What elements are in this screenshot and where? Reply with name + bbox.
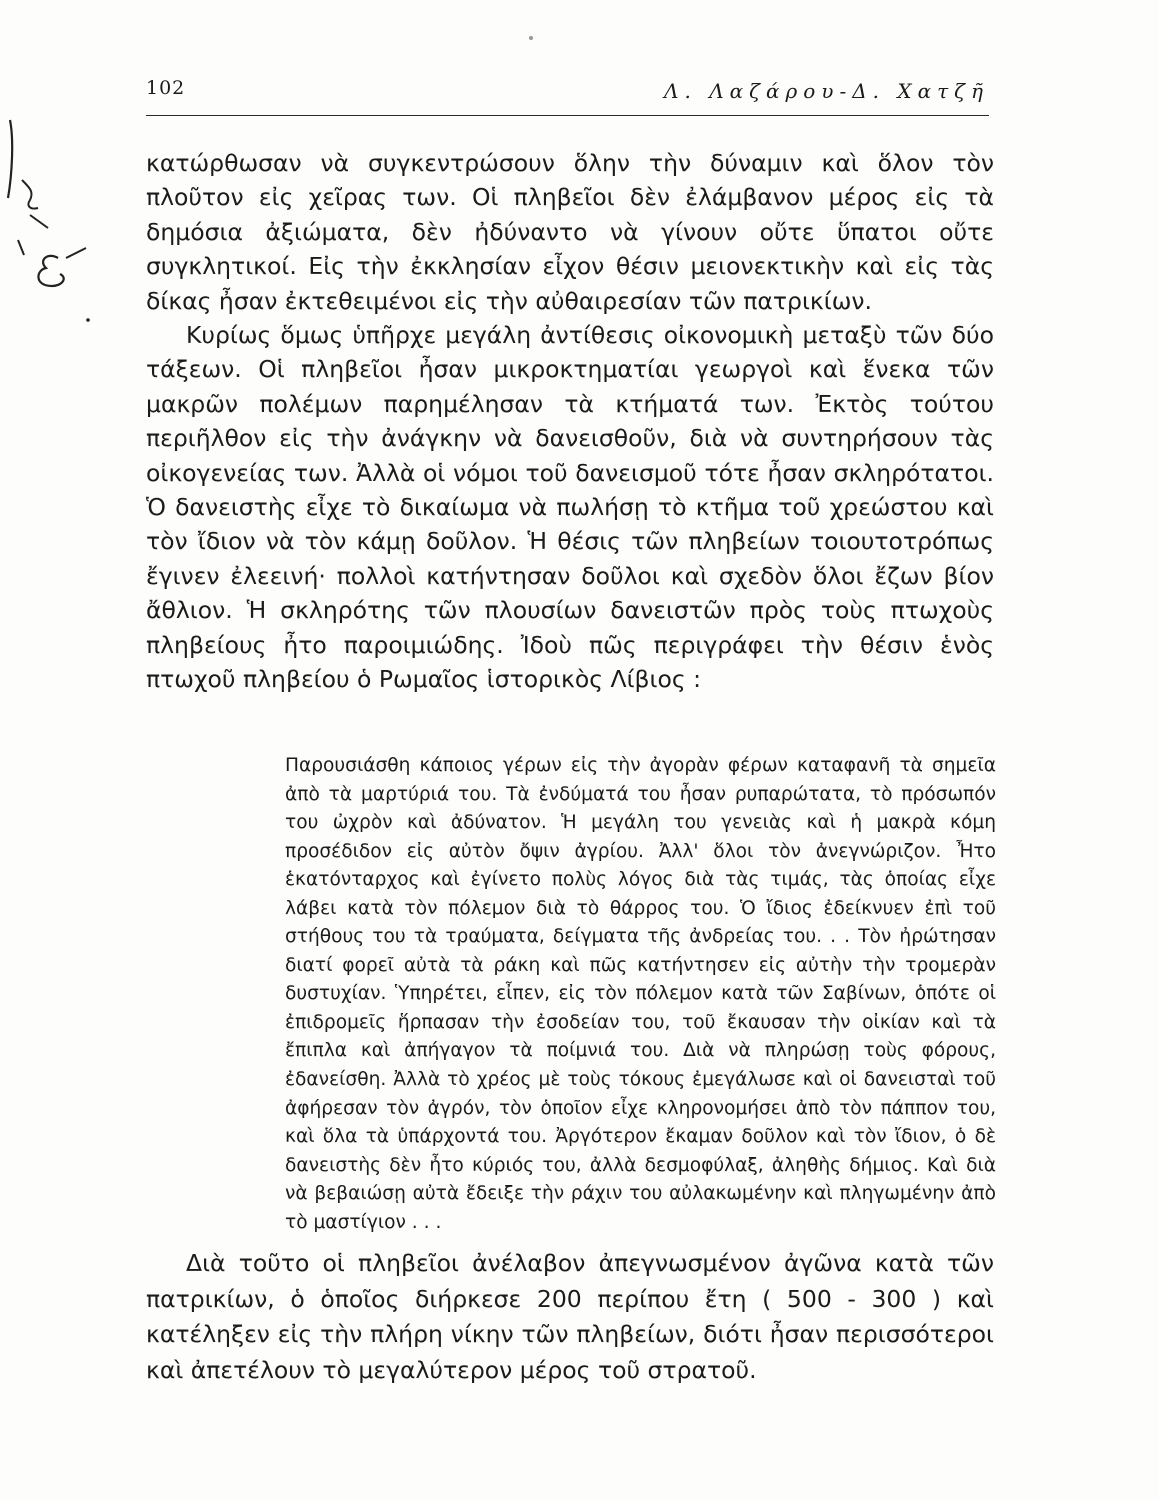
closing-paragraph [146,1246,994,1388]
quote-text: Παρουσιάσθη κάποιος γέρων εἰς τὴν ἀγορὰν φέρων καταφανῆ τὰ σημεῖα ἀπὸ τὰ μαρτύριά του. Τὰ ἐνδύματά του ἦσαν ρυπαρώτατα, τὸ πρόσωπόν του ὠχρὸν καὶ ἀδύνατον. Ἡ μεγάλη του γενειὰς καὶ ἡ μακρὰ κόμη προσέδιδον εἰς αὐτὸν ὄψιν ἀγρίου. Ἀλλ' ὅλοι τὸν ἀνεγνώριζον. Ἦτο ἑκατόνταρχος καὶ ἐγίνετο πολὺς λόγος διὰ τὰς τιμάς, τὰς ὁποίας εἶχε λάβει κατὰ τὸν πόλεμον διὰ τὸ θάρρος του. Ὁ ἴδιος ἐδείκνυεν ἐπὶ τοῦ στήθους του τὰ τραύματα, δείγματα τῆς ἀνδρείας του. . . Τὸν ἠρώτησαν διατί φορεῖ αὐτὰ τὰ ράκη καὶ πῶς κατήντησεν εἰς αὐτὴν τὴν τρομερὰν δυστυχίαν. Ὑπηρέτει, εἶπεν, εἰς τὸν πόλεμον κατὰ τῶν Σαβίνων, ὁπότε οἱ ἐπιδρομεῖς ἥρπασαν τὴν ἐσοδείαν του, τοῦ ἔκαυσαν τὴν οἰκίαν καὶ τὰ ἔπιπλα καὶ ἀπήγαγον τὰ ποίμνιά του. Διὰ νὰ πληρώσῃ τοὺς φόρους, ἐδανείσθη. Ἀλλὰ τὸ χρέος μὲ τοὺς τόκους ἐμεγάλωσε καὶ οἱ δανεισταὶ τοῦ ἀφήρεσαν τὸν ἀγρόν, τὸν ὁποῖον εἶχε κληρονομήσει ἀπὸ τὸν πάππον του, καὶ ὅλα τὰ ὑπάρχοντά του. Ἀργότερον ἔκαμαν δοῦλον καὶ τὸν ἴδιον, ὁ δὲ δανειστὴς δὲν ἦτο κύριός του, ἀλλὰ δεσμοφύλαξ, ἀληθὴς δήμιος. Καὶ διὰ νὰ βεβαιώσῃ αὐτὰ ἔδειξε τὴν ράχιν του αὐλακωμένην καὶ πληγωμένην ἀπὸ τὸ μαστίγιον . . . [285,755,996,1233]
main-text [146,146,994,697]
running-head: Λ. Λαζάρου-Δ. Χατζῆ [664,79,989,103]
paragraph: Κυρίως ὅμως ὑπῆρχε μεγάλη ἀντίθεσις οἰκονομικὴ μεταξὺ τῶν δύο τάξεων. Οἱ πληβεῖοι ἦσαν μικροκτηματίαι γεωργοὶ καὶ ἕνεκα τῶν μακρῶν πολέμων παρημέλησαν τὰ κτήματά των. Ἐκτὸς τούτου περιῆλθον εἰς τὴν ἀνάγκην νὰ δανεισθοῦν, διὰ νὰ συντηρήσουν τὰς οἰκογενείας των. Ἀλλὰ οἱ νόμοι τοῦ δανεισμοῦ τότε ἦσαν σκληρότατοι. Ὁ δανειστὴς εἶχε τὸ δικαίωμα νὰ πωλήσῃ τὸ κτῆμα τοῦ χρεώστου καὶ τὸν ἴδιον νὰ τὸν κάμῃ δοῦλον. Ἡ θέσις τῶν πληβείων τοιουτοτρόπως ἔγινεν ἐλεεινή· πολλοὶ κατήντησαν δοῦλοι καὶ σχεδὸν ὅλοι ἔζων βίον ἄθλιον. Ἡ σκληρότης τῶν πλουσίων δανειστῶν πρὸς τοὺς πτωχοὺς πληβείους ἦτο παροιμιώδης. Ἰδοὺ πῶς περιγράφει τὴν θέσιν ἑνὸς πτωχοῦ πληβείου ὁ Ρωμαῖος ἱστορικὸς Λίβιος : [146,321,994,694]
page-number: 102 [146,77,186,99]
scan-speck [529,36,533,40]
handwritten-margin-note [0,80,110,330]
page-header [146,75,989,116]
paragraph: κατώρθωσαν νὰ συγκεντρώσουν ὅλην τὴν δύναμιν καὶ ὅλον τὸν πλοῦτον εἰς χεῖρας των. Οἱ πληβεῖοι δὲν ἐλάμβανον μέρος εἰς τὰ δημόσια ἀξιώματα, δὲν ἠδύναντο νὰ γίνουν οὔτε ὕπατοι οὔτε συγκλητικοί. Εἰς τὴν ἐκκλησίαν εἶχον θέσιν μειονεκτικὴν καὶ εἰς τὰς δίκας ἦσαν ἐκτεθειμένοι εἰς τὴν αὐθαιρεσίαν τῶν πατρικίων. [146,149,994,315]
paragraph: Διὰ τοῦτο οἱ πληβεῖοι ἀνέλαβον ἀπεγνωσμένον ἀγῶνα κατὰ τῶν πατρικίων, ὁ ὁποῖος διήρκεσε 200 περίπου ἔτη ( 500 - 300 ) καὶ κατέληξεν εἰς τὴν πλήρη νίκην τῶν πληβείων, διότι ἦσαν περισσότεροι καὶ ἀπετέλουν τὸ μεγαλύτερον μέρος τοῦ στρατοῦ. [146,1249,994,1384]
block-quote [285,752,996,1237]
